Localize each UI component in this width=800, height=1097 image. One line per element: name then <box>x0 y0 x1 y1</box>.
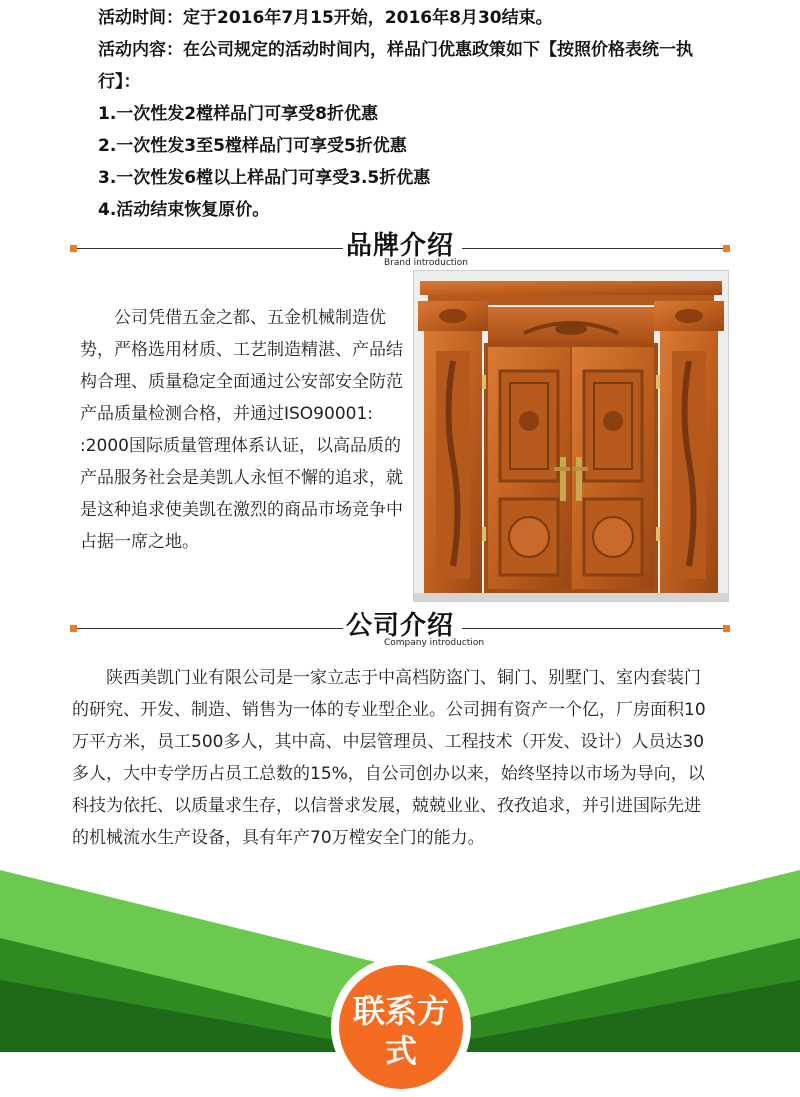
right-divider <box>462 248 723 249</box>
brand-description: 公司凭借五金之都、五金机械制造优势，严格选用材质、工艺制造精湛、产品结构合理、质量稳定全面通过公安部安全防范产品质量检测合格，并通过ISO90001: :2000国际质量管理体系认证，以高品质的产品服务社会是美凯人永恒不懈的追求，就是这种追求使美凯在激烈的商品市场竞争中占据一席之地。 <box>80 308 403 552</box>
brand-title: 品牌介绍 <box>346 231 455 261</box>
brand-section-header <box>70 230 730 270</box>
promo-item: 3.一次性发6樘以上样品门可享受3.5折优惠 <box>98 168 431 188</box>
contact-badge[interactable] <box>331 957 471 1097</box>
promo-item: 4.活动结束恢复原价。 <box>98 200 270 220</box>
company-section-header <box>70 610 730 650</box>
door-product-image <box>413 270 729 602</box>
promo-item: 1.一次性发2樘样品门可享受8折优惠 <box>98 104 378 124</box>
left-orange-dot <box>70 625 77 632</box>
right-divider <box>462 628 723 629</box>
promo-time: 活动时间：定于2016年7月15开始，2016年8月30结束。 <box>98 8 553 28</box>
company-description: 陕西美凯门业有限公司是一家立志于中高档防盗门、铜门、别墅门、室内套装门的研究、开发、制造、销售为一体的专业型企业。公司拥有资产一个亿，厂房面积10万平方米，员工500多人，其中高、中层管理员、工程技术（开发、设计）人员达30多人，大中专学历占员工总数的15%，自公司创办以来，始终坚持以市场为导向，以科技为依托、以质量求生存，以信誉求发展，兢兢业业、孜孜追求，并引进国际先进的机械流水生产设备，具有年产70万樘安全门的能力。 <box>72 668 706 848</box>
wooden-door-illustration <box>414 271 728 601</box>
promotion-section <box>98 2 728 226</box>
right-orange-dot <box>723 245 730 252</box>
contact-badge-inner <box>339 965 463 1089</box>
left-orange-dot <box>70 245 77 252</box>
left-divider <box>77 248 343 249</box>
right-orange-dot <box>723 625 730 632</box>
promo-item: 2.一次性发3至5樘样品门可享受5折优惠 <box>98 136 407 156</box>
company-title: 公司介绍 <box>346 611 455 641</box>
company-subtitle: Company introduction <box>384 638 485 648</box>
brand-subtitle: Brand introduction <box>384 258 469 268</box>
promo-content: 活动内容：在公司规定的活动时间内，样品门优惠政策如下【按照价格表统一执行】： <box>98 40 693 92</box>
contact-label: 联系方式 <box>352 992 449 1070</box>
left-divider <box>77 628 343 629</box>
